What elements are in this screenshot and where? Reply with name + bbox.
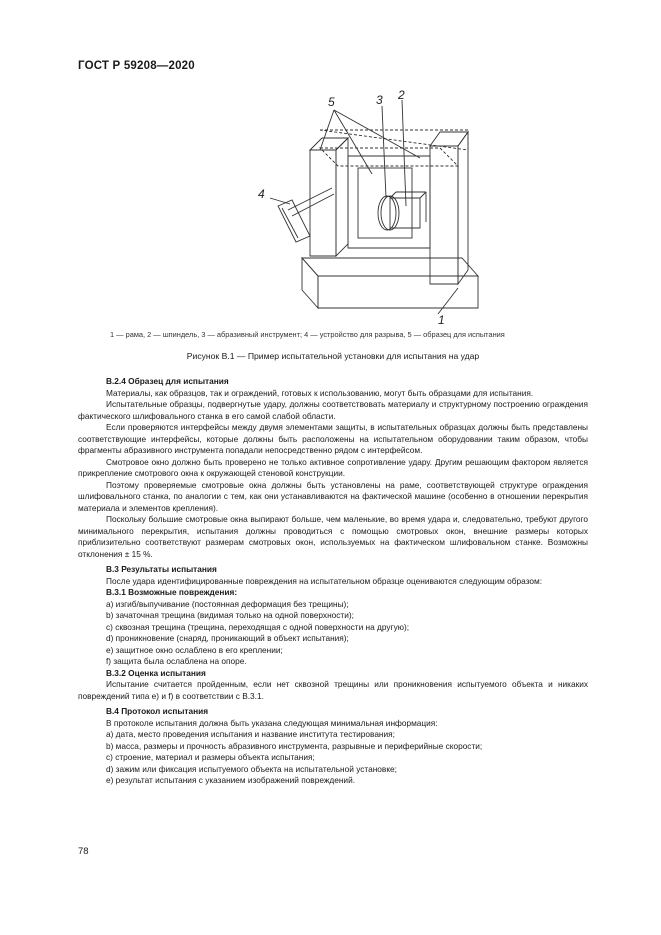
paragraph: Испытательные образцы, подвергнутые удару, должны соответствовать материалу и структурному построению ограждения фактического шлифовального станка в его самой слабой области. [78, 399, 588, 421]
list-item: b) зачаточная трещина (видимая только на одной поверхности); [106, 610, 354, 620]
list-item: e) защитное окно ослаблено в его креплении; [106, 644, 283, 655]
label-1: 1 [438, 313, 445, 327]
figure-caption: Рисунок В.1 — Пример испытательной установки для испытания на удар [186, 351, 480, 361]
list-item: c) строение, материал и размеры объекта испытания; [106, 752, 315, 762]
paragraph: Если проверяются интерфейсы между двумя элементами защиты, в испытательных образцах должны быть представлены соответствующие интерфейсы, которые должны быть расположены на испытательном оборудовании таким образом, чтобы фрагменты абразивного инструмента попадали непосредственно рядом с интерфейсом. [78, 422, 588, 455]
label-3: 3 [376, 93, 383, 107]
subsection-title-b31: В.3.1 Возможные повреждения: [106, 587, 238, 597]
label-4: 4 [258, 187, 265, 201]
test-rig-figure [240, 88, 500, 328]
list-item: c) сквозная трещина (трещина, переходящая с одной поверхности на другую); [106, 621, 410, 632]
list-item: e) результат испытания с указанием изображений повреждений. [106, 775, 356, 785]
paragraph: Смотровое окно должно быть проверено не только активное сопротивление удару. Другим решающим фактором является прикрепление смотрового окна к окружающей стеновой конструкции. [78, 456, 588, 478]
document-header: ГОСТ Р 59208—2020 [78, 60, 195, 72]
subsection-title-b32: В.3.2 Оценка испытания [106, 667, 206, 678]
paragraph: В протоколе испытания должна быть указана следующая минимальная информация: [106, 717, 438, 728]
list-item: a) изгиб/выпучивание (постоянная деформация без трещины); [106, 598, 349, 609]
section-title-b24: В.2.4 Образец для испытания [106, 376, 229, 386]
page-number: 78 [78, 846, 89, 857]
list-item: d) зажим или фиксация испытуемого объекта на испытательной установке; [106, 763, 397, 774]
figure-legend: 1 — рама, 2 — шпиндель, 3 — абразивный инструмент; 4 — устройство для разрыва, 5 — образец для испытания [110, 330, 505, 339]
paragraph: Материалы, как образцов, так и ограждений, готовых к использованию, могут быть образцами для испытания. [106, 387, 534, 398]
paragraph: Поэтому проверяемые смотровые окна должны быть установлены на раме, соответствующей структуре ограждения шлифовального станка, по аналогии с тем, как они устанавливаются на фактической машине (особенно в отношении перекрытия материала и элементов крепления). [78, 479, 588, 513]
list-item: a) дата, место проведения испытания и название института тестирования; [106, 729, 395, 739]
list-item: b) масса, размеры и прочность абразивного инструмента, разрывные и периферийные скорости; [106, 740, 483, 751]
list-item: d) проникновение (снаряд, проникающий в объект испытания); [106, 633, 349, 643]
paragraph: Поскольку большие смотровые окна выпирают больше, чем маленькие, во время удара и, следовательно, требуют другого минимального перекрытия, испытания должны проводиться с помощью смотровых окон, внешние размеры которых приблизительно соответствуют размерам смотровых окон, используемых на фактическом шлифовальном станке. Возможны отклонения ± 15 %. [78, 514, 588, 559]
paragraph: После удара идентифицированные повреждения на испытательном образце оцениваются следующим образом: [106, 575, 543, 586]
label-5: 5 [328, 95, 335, 109]
document-body [78, 376, 588, 787]
section-title-b4: В.4 Протокол испытания [106, 706, 209, 716]
section-title-b3: В.3 Результаты испытания [106, 564, 217, 574]
paragraph: Испытание считается пройденным, если нет сквозной трещины или проникновения испытуемого объекта и никаких повреждений типа e) и f) в соответствии с В.3.1. [78, 679, 588, 701]
list-item: f) защита была ослаблена на опоре. [106, 656, 247, 666]
label-2: 2 [398, 88, 405, 102]
